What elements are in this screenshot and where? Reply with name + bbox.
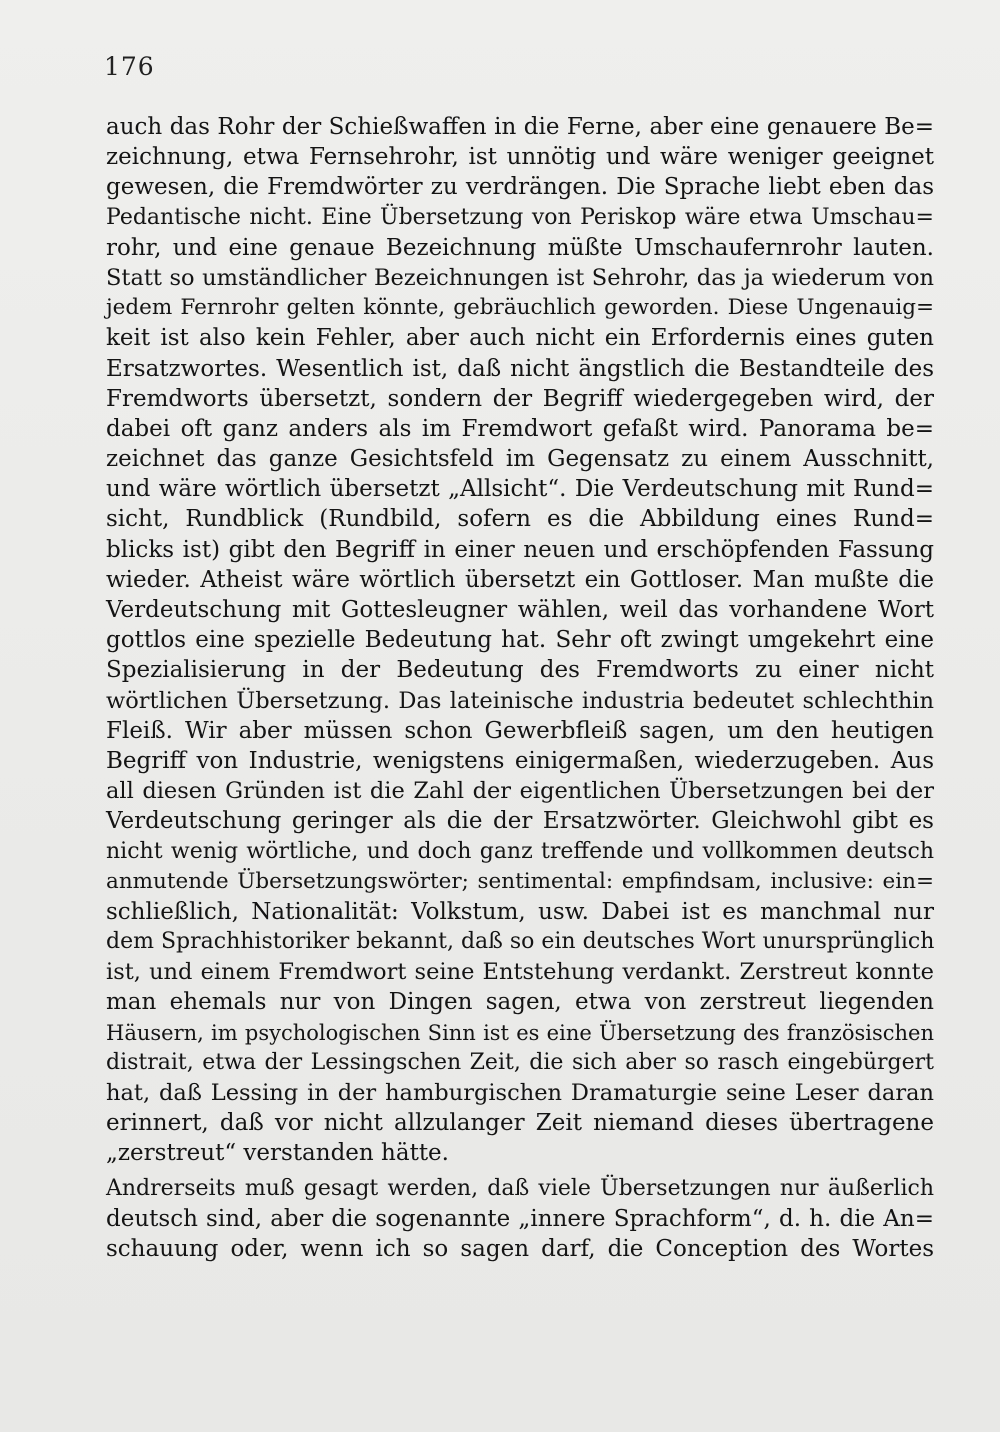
text-line: Pedantische nicht. Eine Übersetzung von Periskop wäre etwa Umschau=: [106, 204, 934, 230]
text-line: schließlich, Nationalität: Volkstum, usw. Dabei ist es manchmal nur: [106, 898, 934, 925]
text-line: keit ist also kein Fehler, aber auch nicht ein Erfordernis eines guten: [106, 325, 934, 352]
text-line: dem Sprachhistoriker bekannt, daß so ein deutsches Wort unursprünglich: [106, 929, 935, 955]
text-line: ist, und einem Fremdwort seine Entstehung verdankt. Zerstreut konnte: [106, 959, 934, 986]
text-line: Statt so umständlicher Bezeichnungen ist Sehrohr, das ja wiederum von: [106, 264, 934, 291]
text-line: jedem Fernrohr gelten könnte, gebräuchlich geworden. Diese Ungenauig=: [106, 295, 934, 321]
text-line: Ersatzwortes. Wesentlich ist, daß nicht ängstlich die Bestandteile des: [106, 355, 934, 382]
text-line: rohr, und eine genaue Bezeichnung müßte Umschaufernrohr lauten.: [106, 234, 934, 261]
text-line: Andrerseits muß gesagt werden, daß viele Übersetzungen nur äußerlich: [106, 1175, 934, 1201]
text-line: sicht, Rundblick (Rundbild, sofern es die Abbildung eines Rund=: [106, 506, 934, 533]
text-line: wieder. Atheist wäre wörtlich übersetzt ein Gottloser. Man mußte die: [106, 566, 934, 593]
page-number: 176: [104, 52, 155, 81]
text-line: deutsch sind, aber die sogenannte „innere Sprachform“, d. h. die An=: [106, 1205, 934, 1232]
text-line: distrait, etwa der Lessingschen Zeit, die sich aber so rasch eingebürgert: [106, 1049, 934, 1075]
body-text: [106, 112, 934, 1264]
text-line: schauung oder, wenn ich so sagen darf, die Conception des Wortes: [106, 1235, 934, 1262]
text-line: und wäre wörtlich übersetzt „Allsicht“. Die Verdeutschung mit Rund=: [106, 476, 934, 503]
text-line: hat, daß Lessing in der hamburgischen Dramaturgie seine Leser daran: [106, 1080, 934, 1106]
text-line: gottlos eine spezielle Bedeutung hat. Sehr oft zwingt umgekehrt eine: [106, 627, 934, 654]
text-line: nicht wenig wörtliche, und doch ganz treffende und vollkommen deutsch: [106, 838, 934, 864]
text-line: anmutende Übersetzungswörter; sentimental: empfindsam, inclusive: ein=: [106, 868, 934, 894]
text-line: Fremdworts übersetzt, sondern der Begriff wiedergegeben wird, der: [106, 385, 934, 412]
text-line: man ehemals nur von Dingen sagen, etwa von zerstreut liegenden: [106, 989, 934, 1016]
text-line: Häusern, im psychologischen Sinn ist es eine Übersetzung des französischen: [106, 1020, 934, 1045]
text-line: gewesen, die Fremdwörter zu verdrängen. Die Sprache liebt eben das: [106, 174, 934, 201]
text-line: blicks ist) gibt den Begriff in einer neuen und erschöpfenden Fassung: [106, 536, 934, 563]
text-line: all diesen Gründen ist die Zahl der eigentlichen Übersetzungen bei der: [106, 778, 934, 805]
text-line: wörtlichen Übersetzung. Das lateinische industria bedeutet schlechthin: [106, 687, 934, 714]
text-line: erinnert, daß vor nicht allzulanger Zeit niemand dieses übertragene: [106, 1110, 934, 1137]
text-line: Spezialisierung in der Bedeutung des Fremdworts zu einer nicht: [106, 657, 934, 684]
paragraph-2: [106, 1174, 934, 1265]
text-line: „zerstreut“ verstanden hätte.: [106, 1140, 449, 1167]
text-line: Verdeutschung mit Gottesleugner wählen, weil das vorhandene Wort: [106, 597, 934, 623]
text-line: Begriff von Industrie, wenigstens einigermaßen, wiederzugeben. Aus: [106, 747, 934, 774]
text-line: zeichnung, etwa Fernsehrohr, ist unnötig und wäre weniger geeignet: [106, 144, 934, 171]
text-line: Fleiß. Wir aber müssen schon Gewerbfleiß sagen, um den heutigen: [106, 717, 934, 744]
text-line: zeichnet das ganze Gesichtsfeld im Gegensatz zu einem Ausschnitt,: [106, 446, 934, 473]
text-line: dabei oft ganz anders als im Fremdwort gefaßt wird. Panorama be=: [106, 415, 934, 442]
paragraph-1: [106, 112, 934, 1169]
text-line: auch das Rohr der Schießwaffen in die Ferne, aber eine genauere Be=: [106, 114, 934, 140]
text-line: Verdeutschung geringer als die der Ersatzwörter. Gleichwohl gibt es: [106, 808, 934, 835]
